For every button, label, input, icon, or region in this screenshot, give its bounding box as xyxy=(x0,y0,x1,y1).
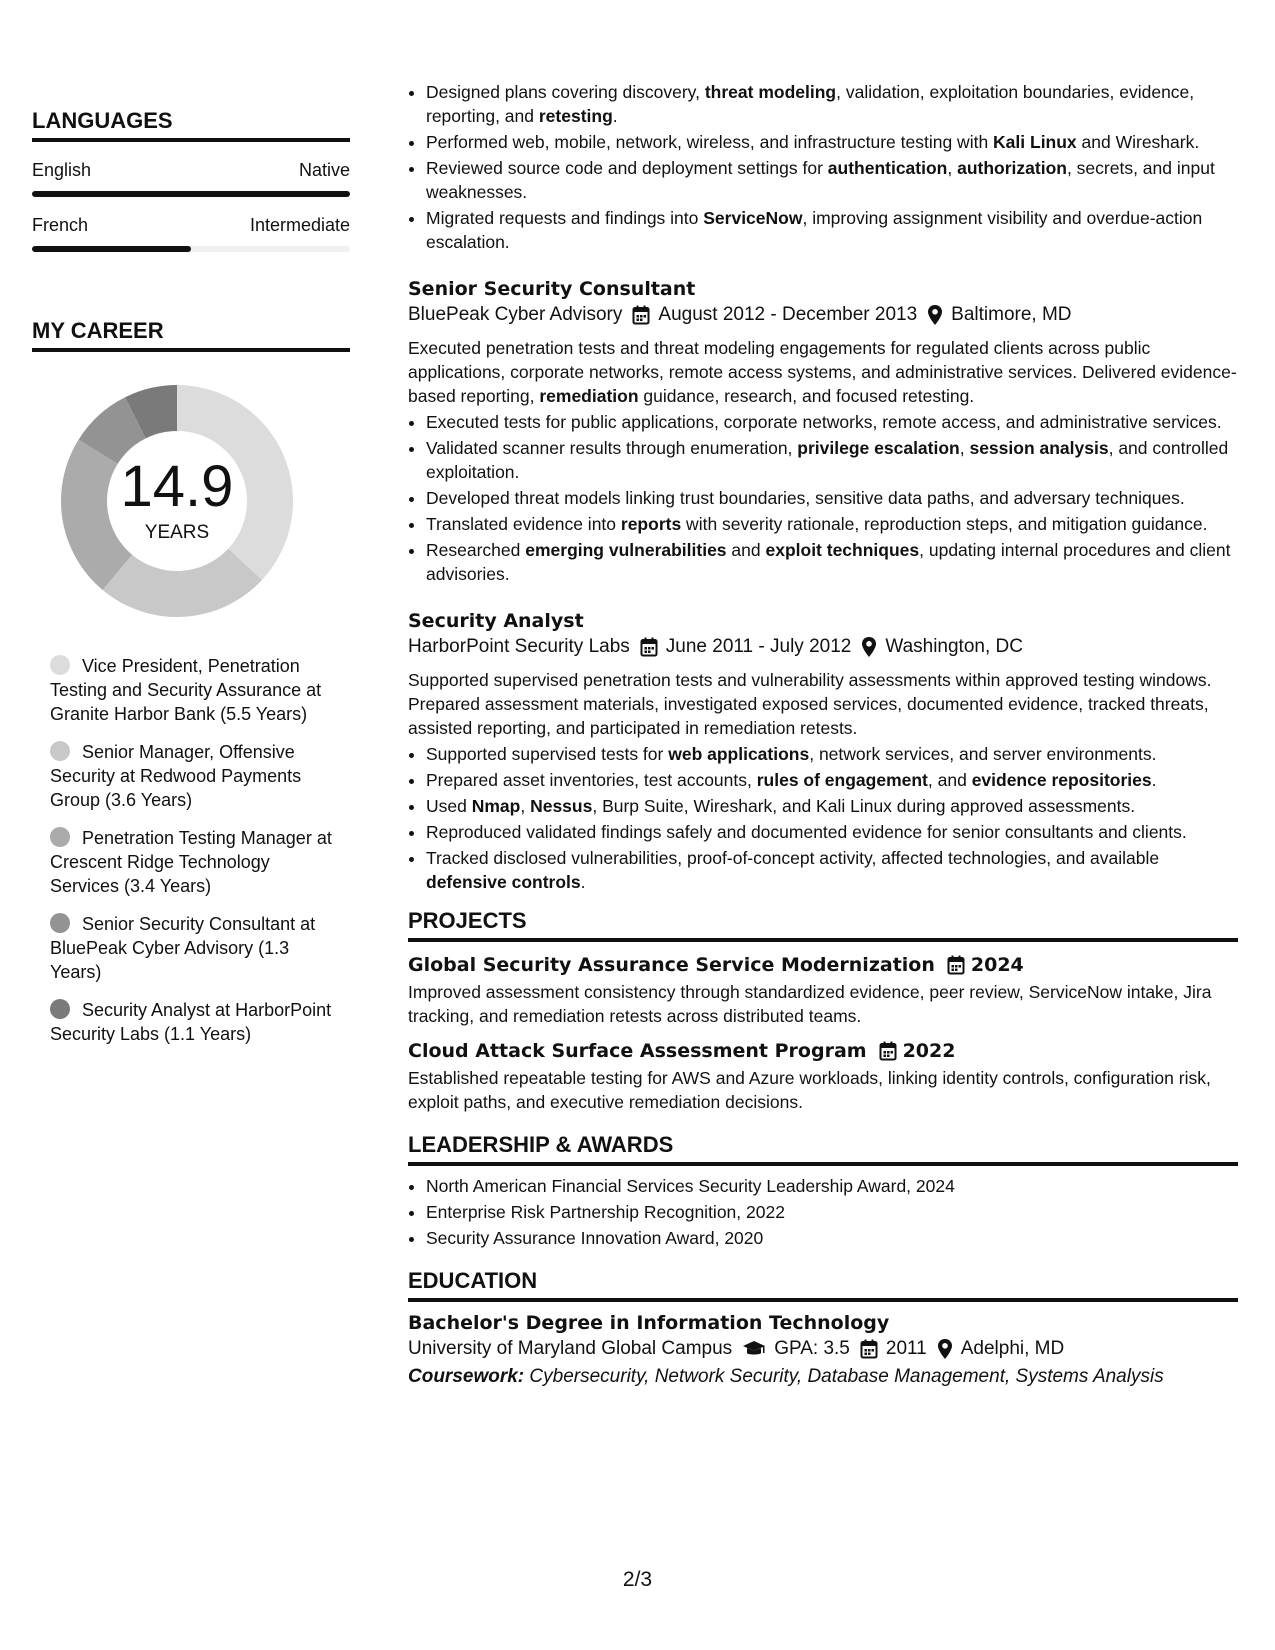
awards-title: LEADERSHIP & AWARDS xyxy=(408,1132,1238,1166)
legend-dot-icon xyxy=(50,655,70,675)
job-bullet xyxy=(426,820,1238,844)
languages-list xyxy=(32,160,350,252)
career-legend-item xyxy=(50,654,335,726)
bold-run: remediation xyxy=(539,386,639,406)
bold-run: authentication xyxy=(827,158,948,178)
language-proficiency-bar xyxy=(32,191,350,197)
text-run: Executed penetration tests and threat modeling engagements for regulated clients across public applications, corporate networks, remote access systems, and administrative services. Delivered evidence-based reporting, xyxy=(408,338,1237,406)
text-run: Designed plans covering discovery, xyxy=(426,82,705,102)
text-run: Supported supervised penetration tests and vulnerability assessments within approved testing windows. Prepared assessment materials, investigated exposed services, documented evidence, tracked threats, assisted reporting, and participated in remediation retests. xyxy=(408,670,1212,738)
career-legend xyxy=(50,654,335,1046)
experience-bullet xyxy=(426,156,1238,204)
job-title: Senior Security Consultant xyxy=(408,278,696,300)
bold-run: web applications xyxy=(668,744,810,764)
language-name: English xyxy=(32,160,92,180)
text-run: Reproduced validated findings safely and documented evidence for senior consultants and clients. xyxy=(426,822,1187,842)
language-name: French xyxy=(32,215,89,235)
graduation-cap-icon xyxy=(742,1340,766,1358)
job-bullet xyxy=(426,486,1238,510)
award-item: • North American Financial Services Security Leadership Award, 2024 xyxy=(426,1174,1238,1198)
job-title: Security Analyst xyxy=(408,610,584,632)
text-run: , xyxy=(959,438,970,458)
career-legend-item xyxy=(50,912,335,984)
bold-run: threat modeling xyxy=(704,82,837,102)
experience-continued-bullets xyxy=(408,80,1238,254)
calendar-icon xyxy=(640,637,658,657)
main-content xyxy=(408,0,1238,1388)
text-run: and Wireshark. xyxy=(1076,132,1200,152)
project-entry xyxy=(408,1040,1238,1114)
text-run: , updating internal procedures and client advisories. xyxy=(426,540,1231,584)
text-run: Prepared asset inventories, test accounts, xyxy=(426,770,757,790)
text-run: . xyxy=(1151,770,1157,790)
education-title: EDUCATION xyxy=(408,1268,1238,1302)
text-run: Validated scanner results through enumeration, xyxy=(426,438,798,458)
bold-run: authorization xyxy=(957,158,1067,178)
text-run: , Burp Suite, Wireshark, and Kali Linux during approved assessments. xyxy=(592,796,1136,816)
text-run: , improving assignment visibility and overdue-action escalation. xyxy=(426,208,1203,252)
award-item: • Security Assurance Innovation Award, 2020 xyxy=(426,1226,1238,1250)
project-title: Global Security Assurance Service Modernization xyxy=(408,954,935,976)
awards-section xyxy=(408,1132,1238,1250)
career-total-unit: YEARS xyxy=(144,522,210,543)
donut-center xyxy=(54,378,300,624)
projects-section xyxy=(408,908,1238,1114)
career-legend-label: Security Analyst at HarborPoint Security Labs (1.1 Years) xyxy=(50,1000,332,1044)
job-dates: August 2012 - December 2013 xyxy=(658,304,918,325)
text-run: guidance, research, and focused retesting. xyxy=(638,386,975,406)
language-proficiency-bar xyxy=(32,246,350,252)
bold-run: reports xyxy=(620,514,682,534)
language-item xyxy=(32,215,350,252)
experience-jobs xyxy=(408,278,1238,894)
awards-list xyxy=(408,1174,1238,1250)
experience-bullet xyxy=(426,80,1238,128)
languages-title: LANGUAGES xyxy=(32,108,350,142)
bold-run: Kali Linux xyxy=(993,132,1077,152)
career-section xyxy=(32,318,350,1046)
job-bullet xyxy=(426,846,1238,894)
text-run: Migrated requests and findings into xyxy=(426,208,704,228)
edu-location: Adelphi, MD xyxy=(960,1338,1065,1359)
edu-coursework-text: Cybersecurity, Network Security, Database Management, Systems Analysis xyxy=(529,1366,1164,1387)
career-legend-label: Penetration Testing Manager at Crescent Ridge Technology Services (3.4 Years) xyxy=(50,828,332,896)
calendar-icon xyxy=(947,955,965,975)
job-bullet xyxy=(426,436,1238,484)
map-pin-icon xyxy=(927,304,943,326)
job-bullet xyxy=(426,742,1238,766)
job-location: Washington, DC xyxy=(885,636,1023,657)
job-entry xyxy=(408,610,1238,894)
career-legend-item xyxy=(50,740,335,812)
project-title: Cloud Attack Surface Assessment Program xyxy=(408,1040,867,1062)
bold-run: evidence repositories xyxy=(971,770,1152,790)
text-run: , and xyxy=(927,770,972,790)
calendar-icon xyxy=(879,1041,897,1061)
bold-run: session analysis xyxy=(969,438,1109,458)
job-company: BluePeak Cyber Advisory xyxy=(408,304,623,325)
job-bullet xyxy=(426,410,1238,434)
bold-run: rules of engagement xyxy=(756,770,928,790)
career-total-value: 14.9 xyxy=(120,454,234,519)
legend-dot-icon xyxy=(50,913,70,933)
job-entry xyxy=(408,278,1238,586)
project-year: 2022 xyxy=(902,1040,956,1062)
project-year: 2024 xyxy=(970,954,1024,976)
job-bullet xyxy=(426,794,1238,818)
bold-run: retesting xyxy=(538,106,613,126)
project-description: Improved assessment consistency through standardized evidence, peer review, ServiceNow intake, Jira tracking, and remediation retests across distributed teams. xyxy=(408,982,1212,1026)
text-run: Executed tests for public applications, corporate networks, remote access, and administrative services. xyxy=(426,412,1222,432)
text-run: Performed web, mobile, network, wireless, and infrastructure testing with xyxy=(426,132,994,152)
text-run: , validation, exploitation boundaries, evidence, reporting, and xyxy=(426,82,1195,126)
text-run: , secrets, and input weaknesses. xyxy=(426,158,1215,202)
edu-coursework-label: Coursework: xyxy=(408,1366,525,1387)
job-bullets xyxy=(408,410,1238,586)
language-level: Intermediate xyxy=(249,215,350,235)
edu-school: University of Maryland Global Campus xyxy=(408,1338,733,1359)
text-run: Reviewed source code and deployment settings for xyxy=(426,158,828,178)
bold-run: emerging vulnerabilities xyxy=(525,540,727,560)
map-pin-icon xyxy=(937,1338,953,1360)
text-run: , and controlled exploitation. xyxy=(426,438,1229,482)
projects-list xyxy=(408,954,1238,1114)
language-row xyxy=(32,160,350,181)
job-location: Baltimore, MD xyxy=(951,304,1072,325)
language-row xyxy=(32,215,350,236)
page-number: 2/3 xyxy=(622,1568,653,1591)
text-run: Developed threat models linking trust boundaries, sensitive data paths, and adversary techniques. xyxy=(426,488,1185,508)
text-run: . xyxy=(580,872,586,892)
project-entry xyxy=(408,954,1238,1028)
text-run: . xyxy=(612,106,618,126)
edu-gpa: GPA: 3.5 xyxy=(774,1338,850,1359)
language-item xyxy=(32,160,350,197)
edu-coursework xyxy=(408,1366,1238,1388)
projects-title: PROJECTS xyxy=(408,908,1238,942)
text-run: , network services, and server environments. xyxy=(809,744,1157,764)
map-pin-icon xyxy=(861,636,877,658)
education-section xyxy=(408,1268,1238,1388)
language-proficiency-fill xyxy=(32,246,191,252)
text-run: , xyxy=(947,158,958,178)
sidebar xyxy=(32,0,350,1060)
text-run: and xyxy=(726,540,766,560)
bold-run: Nmap xyxy=(471,796,521,816)
job-company: HarborPoint Security Labs xyxy=(408,636,630,657)
career-legend-label: Senior Manager, Offensive Security at Redwood Payments Group (3.6 Years) xyxy=(50,742,302,810)
text-run: with severity rationale, reproduction steps, and mitigation guidance. xyxy=(681,514,1208,534)
calendar-icon xyxy=(860,1339,878,1359)
edu-year: 2011 xyxy=(885,1338,927,1359)
project-description: Established repeatable testing for AWS and Azure workloads, linking identity controls, configuration risk, exploit paths, and executive remediation decisions. xyxy=(408,1068,1211,1112)
job-meta xyxy=(408,636,1238,658)
language-proficiency-fill xyxy=(32,191,350,197)
bold-run: ServiceNow xyxy=(703,208,803,228)
career-legend-label: Vice President, Penetration Testing and Security Assurance at Granite Harbor Bank (5.5 Years) xyxy=(50,656,322,724)
bold-run: Nessus xyxy=(530,796,593,816)
career-title: MY CAREER xyxy=(32,318,350,352)
career-legend-label: Senior Security Consultant at BluePeak Cyber Advisory (1.3 Years) xyxy=(50,914,316,982)
job-summary xyxy=(408,336,1238,408)
job-bullets xyxy=(408,742,1238,894)
award-item: • Enterprise Risk Partnership Recognition, 2022 xyxy=(426,1200,1238,1224)
bold-run: privilege escalation xyxy=(797,438,960,458)
languages-section xyxy=(32,108,350,252)
experience-bullet xyxy=(426,206,1238,254)
edu-meta xyxy=(408,1338,1238,1360)
career-legend-item xyxy=(50,826,335,898)
job-bullet xyxy=(426,538,1238,586)
career-donut-chart xyxy=(32,378,350,638)
experience-bullet xyxy=(426,130,1238,154)
calendar-icon xyxy=(632,305,650,325)
project-title-row xyxy=(408,1040,1238,1062)
text-run: Researched xyxy=(426,540,526,560)
bold-run: exploit techniques xyxy=(765,540,920,560)
project-title-row xyxy=(408,954,1238,976)
text-run: , xyxy=(520,796,531,816)
legend-dot-icon xyxy=(50,741,70,761)
edu-degree: Bachelor's Degree in Information Technology xyxy=(408,1312,890,1334)
job-meta xyxy=(408,304,1238,326)
legend-dot-icon xyxy=(50,827,70,847)
job-bullet xyxy=(426,768,1238,792)
language-level: Native xyxy=(298,160,350,180)
career-legend-item xyxy=(50,998,335,1046)
text-run: Translated evidence into xyxy=(426,514,621,534)
bold-run: defensive controls xyxy=(426,872,581,892)
job-dates: June 2011 - July 2012 xyxy=(665,636,852,657)
job-summary xyxy=(408,668,1238,740)
text-run: Used xyxy=(426,796,472,816)
legend-dot-icon xyxy=(50,999,70,1019)
job-bullet xyxy=(426,512,1238,536)
text-run: Tracked disclosed vulnerabilities, proof-of-concept activity, affected technologies, and available xyxy=(426,848,1160,868)
text-run: Supported supervised tests for xyxy=(426,744,669,764)
